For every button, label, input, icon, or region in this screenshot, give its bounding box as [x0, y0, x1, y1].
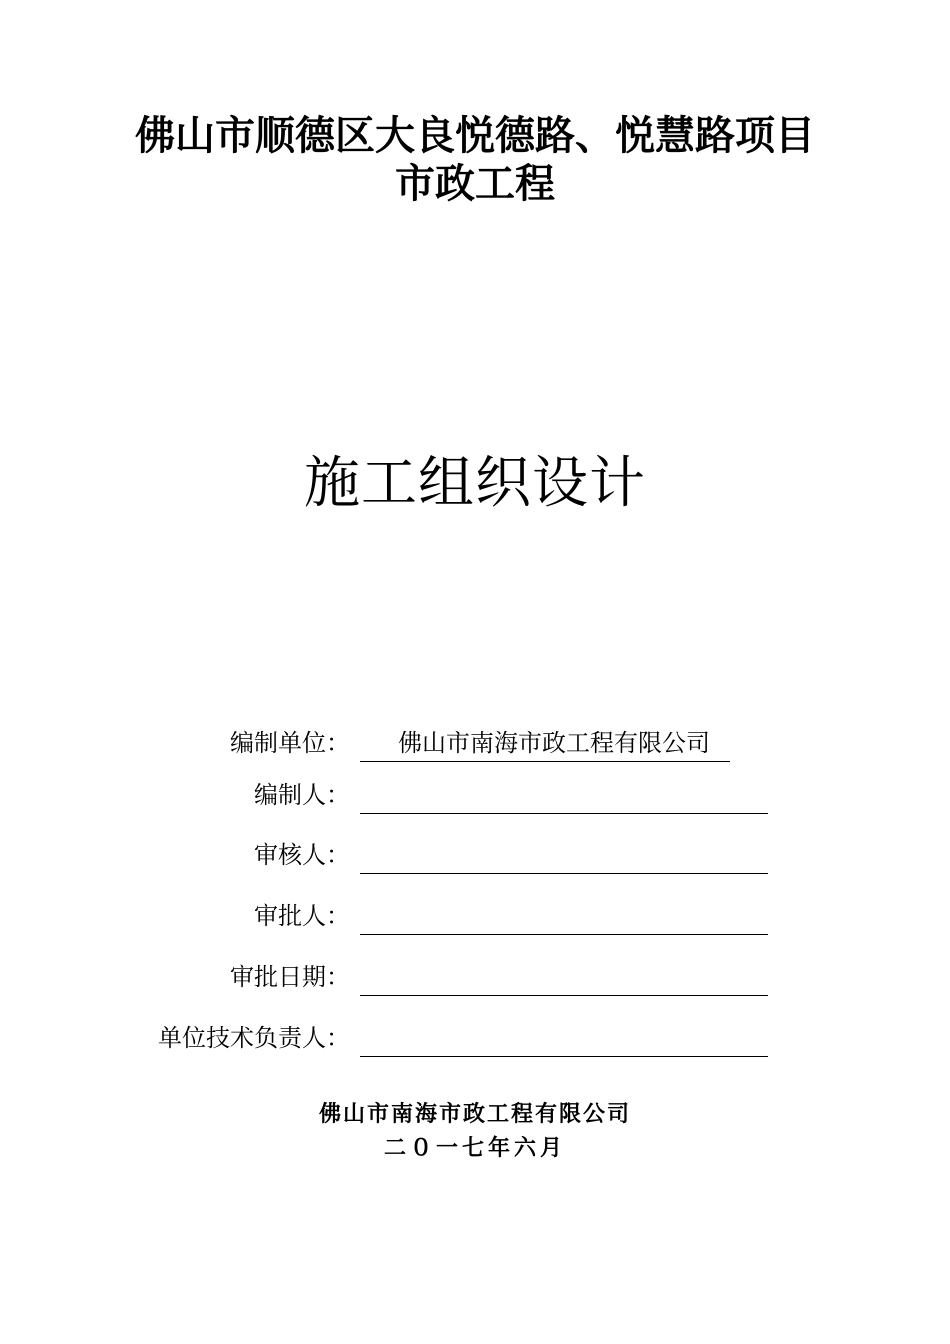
field-compiling-unit [0, 722, 950, 762]
field-label: 审核人： [254, 841, 350, 869]
field-label: 单位技术负责人： [158, 1024, 350, 1052]
document-type: 施工组织设计 [304, 451, 646, 516]
field-approver [0, 895, 950, 935]
field-underline [360, 961, 768, 996]
field-underline [360, 839, 768, 874]
field-underline [360, 1022, 768, 1057]
field-value: 佛山市南海市政工程有限公司 [398, 729, 710, 757]
document-title-line-1: 佛山市顺德区大良悦德路、悦慧路项目 [135, 113, 815, 159]
document-title-line-2: 市政工程 [395, 161, 555, 207]
footer-date: 二０一七年六月 [383, 1136, 566, 1161]
field-label: 审批人： [254, 902, 350, 930]
footer-company: 佛山市南海市政工程有限公司 [318, 1102, 631, 1127]
field-underline [360, 779, 768, 814]
field-label: 审批日期： [230, 963, 350, 991]
field-underline [360, 900, 768, 935]
field-technical-lead [0, 1017, 950, 1057]
field-reviewer [0, 834, 950, 874]
field-approval-date [0, 956, 950, 996]
field-compiler [0, 774, 950, 814]
field-label: 编制单位： [230, 729, 350, 757]
field-label: 编制人： [254, 781, 350, 809]
